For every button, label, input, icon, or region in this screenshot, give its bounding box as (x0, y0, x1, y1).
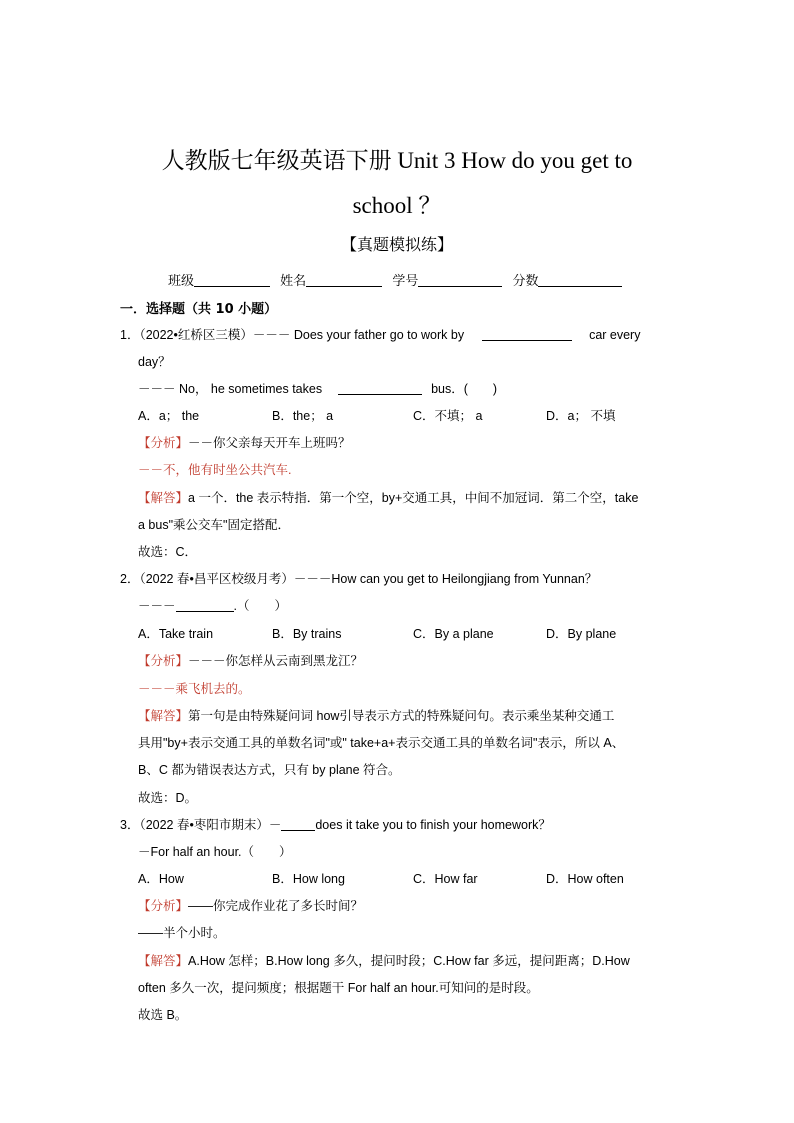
q2-line1: 2．（2022 春•昌平区校级月考）－－－How can you get to Heilongjiang from Yunnan？ (120, 572, 598, 586)
q1-answer-line2: a bus"乘公交车"固定搭配． (138, 518, 290, 532)
q2-answer-text1: 第一句是由特殊疑问词 how引导表示方式的特殊疑问句。表示乘坐某种交通工 (188, 709, 615, 723)
q2-analysis-text: －－－你怎样从云南到黑龙江？ (188, 654, 364, 668)
q3-option-d[interactable]: D．How often (546, 872, 624, 886)
q1-choice: 故选：C． (138, 545, 198, 559)
q3-analysis-text: ——你完成作业花了多长时间？ (188, 899, 364, 913)
q1-analysis-tag: 【分析】 (138, 436, 189, 450)
q1-line2: day？ (138, 355, 171, 369)
q3-option-b[interactable]: B．How long (272, 872, 345, 886)
student-info-row (168, 270, 622, 289)
q1-blank2 (338, 381, 422, 395)
q3-answer-text1: A.How 怎样；B.How long 多久，提问时段；C.How far 多远，提问距离；D.How (188, 954, 630, 968)
q1-line1 (120, 325, 640, 343)
q1-reply-part1: －－－ No， he sometimes takes (138, 382, 323, 396)
q3-analysis2: ——半个小时。 (138, 926, 226, 940)
q3-answer-tag: 【解答】 (138, 954, 189, 968)
q2-answer-line3: B、C 都为错误表达方式，只有 by plane 符合。 (138, 763, 401, 777)
q2-answer-line2: 具用"by+表示交通工具的单数名词"或" take+a+表示交通工具的单数名词"表示，所以 A、 (138, 736, 625, 750)
q2-analysis2: －－－乘飞机去的。 (138, 682, 251, 696)
q2-answer-tag: 【解答】 (138, 709, 189, 723)
q2-analysis (138, 651, 363, 669)
section-heading: 一．选择题（共 10 小题） (120, 302, 278, 317)
q3-stem-part2: does it take you to finish your homework？ (315, 818, 551, 832)
q1-answer-text1: a 一个．the 表示特指．第一个空，by+交通工具，中间不加冠词．第二个空，take (188, 491, 639, 505)
q2-option-c[interactable]: C．By a plane (413, 627, 494, 641)
q1-blank1 (482, 327, 572, 341)
score-blank[interactable] (538, 272, 622, 287)
page-title-line2: school ？ (352, 193, 442, 218)
q1-stem-part2: car every (589, 328, 641, 342)
name-blank[interactable] (306, 272, 382, 287)
q3-line2: －For half an hour.（ ） (138, 845, 292, 859)
q3-analysis-tag: 【分析】 (138, 899, 189, 913)
q3-stem-part1: 3．（2022 春•枣阳市期末）－ (120, 818, 282, 832)
class-blank[interactable] (194, 272, 270, 287)
q1-option-c[interactable]: C．不填； a (413, 409, 483, 423)
q2-answer-line1 (138, 706, 614, 724)
q3-analysis (138, 896, 363, 914)
q3-blank (281, 817, 315, 831)
q1-option-d[interactable]: D．a； 不填 (546, 409, 616, 423)
page-subtitle: 【真题模拟练】 (340, 235, 453, 254)
q1-option-a[interactable]: A．a； the (138, 409, 200, 423)
q2-option-a[interactable]: A．Take train (138, 627, 214, 641)
q2-choice: 故选：D。 (138, 791, 198, 805)
q3-option-a[interactable]: A．How (138, 872, 184, 886)
q2-analysis-tag: 【分析】 (138, 654, 189, 668)
q2-line2 (138, 596, 287, 614)
number-blank[interactable] (418, 272, 502, 287)
score-label: 分数 (512, 274, 539, 289)
q2-option-b[interactable]: B．By trains (272, 627, 342, 641)
number-label: 学号 (392, 274, 419, 289)
q3-answer-line2: often 多久一次，提问频度；根据题干 For half an hour.可知问的是时段。 (138, 981, 539, 995)
q1-stem-part1: 1．（2022•红桥区三模）－－－ Does your father go to work by (120, 328, 465, 342)
q2-option-d[interactable]: D．By plane (546, 627, 617, 641)
q3-line1 (120, 815, 551, 833)
class-label: 班级 (168, 274, 195, 289)
q1-analysis-text: －－你父亲每天开车上班吗？ (188, 436, 351, 450)
q1-analysis (138, 433, 351, 451)
q1-line3 (138, 379, 497, 397)
name-label: 姓名 (280, 274, 307, 289)
q1-reply-part2: bus．( ) (431, 382, 498, 396)
q3-choice: 故选 B。 (138, 1008, 188, 1022)
q3-answer-line1 (138, 951, 630, 969)
q1-analysis2: －－不，他有时坐公共汽车. (138, 463, 292, 477)
page-title-line1: 人教版七年级英语下册 Unit 3 How do you get to (161, 148, 633, 173)
q1-option-b[interactable]: B．the； a (272, 409, 334, 423)
q3-option-c[interactable]: C．How far (413, 872, 478, 886)
q2-reply-part2: .（ ） (233, 599, 287, 613)
q2-reply-part1: －－－ (138, 599, 176, 613)
q1-answer-tag: 【解答】 (138, 491, 189, 505)
q1-answer-line1 (138, 488, 638, 506)
q2-blank (176, 598, 234, 612)
